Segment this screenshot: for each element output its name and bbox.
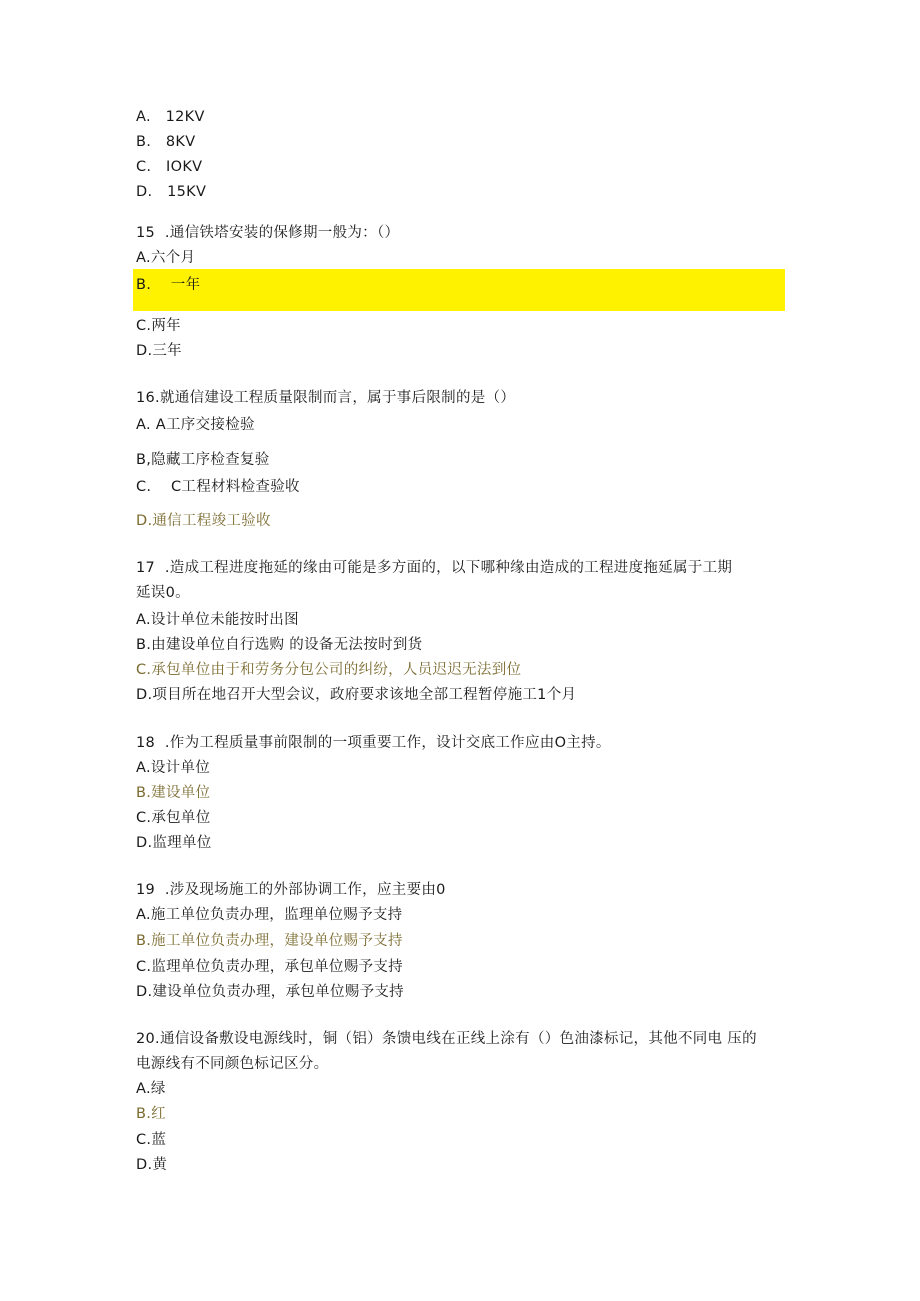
q19-option-a: A.施工单位负责办理，监理单位赐予支持 [136, 907, 403, 923]
q14-option-b: B. 8KV [136, 134, 196, 150]
q16-option-a: A. A工序交接检验 [136, 417, 255, 433]
q17-option-a: A.设计单位未能按时出图 [136, 612, 299, 628]
q17-option-b: B.由建设单位自行选购 的设备无法按时到货 [136, 637, 423, 653]
q16-option-b: B,隐藏工序检查复验 [136, 452, 270, 468]
q16-question: 16.就通信建设工程质量限制而言，属于事后限制的是（） [136, 390, 516, 406]
q14-option-c: C. IOKV [136, 159, 203, 175]
answer-highlight [133, 269, 785, 311]
q20-option-a: A.绿 [136, 1081, 166, 1097]
q18-option-c: C.承包单位 [136, 810, 211, 826]
q18-option-d: D.监理单位 [136, 835, 212, 851]
q17-option-c: C.承包单位由于和劳务分包公司的纠纷，人员迟迟无法到位 [136, 662, 522, 678]
q15-question: 15 .通信铁塔安装的保修期一般为：（） [136, 225, 400, 241]
q19-option-d: D.建设单位负责办理，承包单位赐予支持 [136, 984, 404, 1000]
q20-question-line1: 20.通信设备敷设电源线时，铜（铝）条馈电线在正线上涂有（）色油漆标记，其他不同电 压的 [136, 1031, 757, 1047]
q20-option-d: D.黄 [136, 1157, 168, 1173]
q18-option-a: A.设计单位 [136, 760, 211, 776]
q17-question-line2: 延误0。 [136, 585, 190, 601]
q15-option-a: A.六个月 [136, 250, 196, 266]
q20-option-b: B.红 [136, 1106, 166, 1122]
q18-option-b: B.建设单位 [136, 785, 211, 801]
q17-question-line1: 17 .造成工程进度拖延的缘由可能是多方面的，以下哪种缘由造成的工程进度拖延属于工期 [136, 560, 733, 576]
q20-question-line2: 电源线有不同颜色标记区分。 [136, 1056, 329, 1072]
q17-option-d: D.项目所在地召开大型会议，政府要求该地全部工程暂停施工1个月 [136, 687, 577, 703]
q19-option-c: C.监理单位负责办理，承包单位赐予支持 [136, 959, 403, 975]
q19-question: 19 .涉及现场施工的外部协调工作，应主要由0 [136, 882, 446, 898]
q15-option-d: D.三年 [136, 343, 182, 359]
q15-option-b: B. 一年 [136, 277, 201, 293]
q19-option-b: B.施工单位负责办理，建设单位赐予支持 [136, 933, 403, 949]
q15-option-c: C.两年 [136, 318, 181, 334]
q14-option-a: A. 12KV [136, 109, 205, 125]
q18-question: 18 .作为工程质量事前限制的一项重要工作，设计交底工作应由O主持。 [136, 735, 611, 751]
q14-option-d: D. 15KV [136, 184, 207, 200]
q16-option-c: C. C工程材料检查验收 [136, 479, 300, 495]
q20-option-c: C.蓝 [136, 1132, 167, 1148]
q16-option-d: D.通信工程竣工验收 [136, 513, 271, 529]
